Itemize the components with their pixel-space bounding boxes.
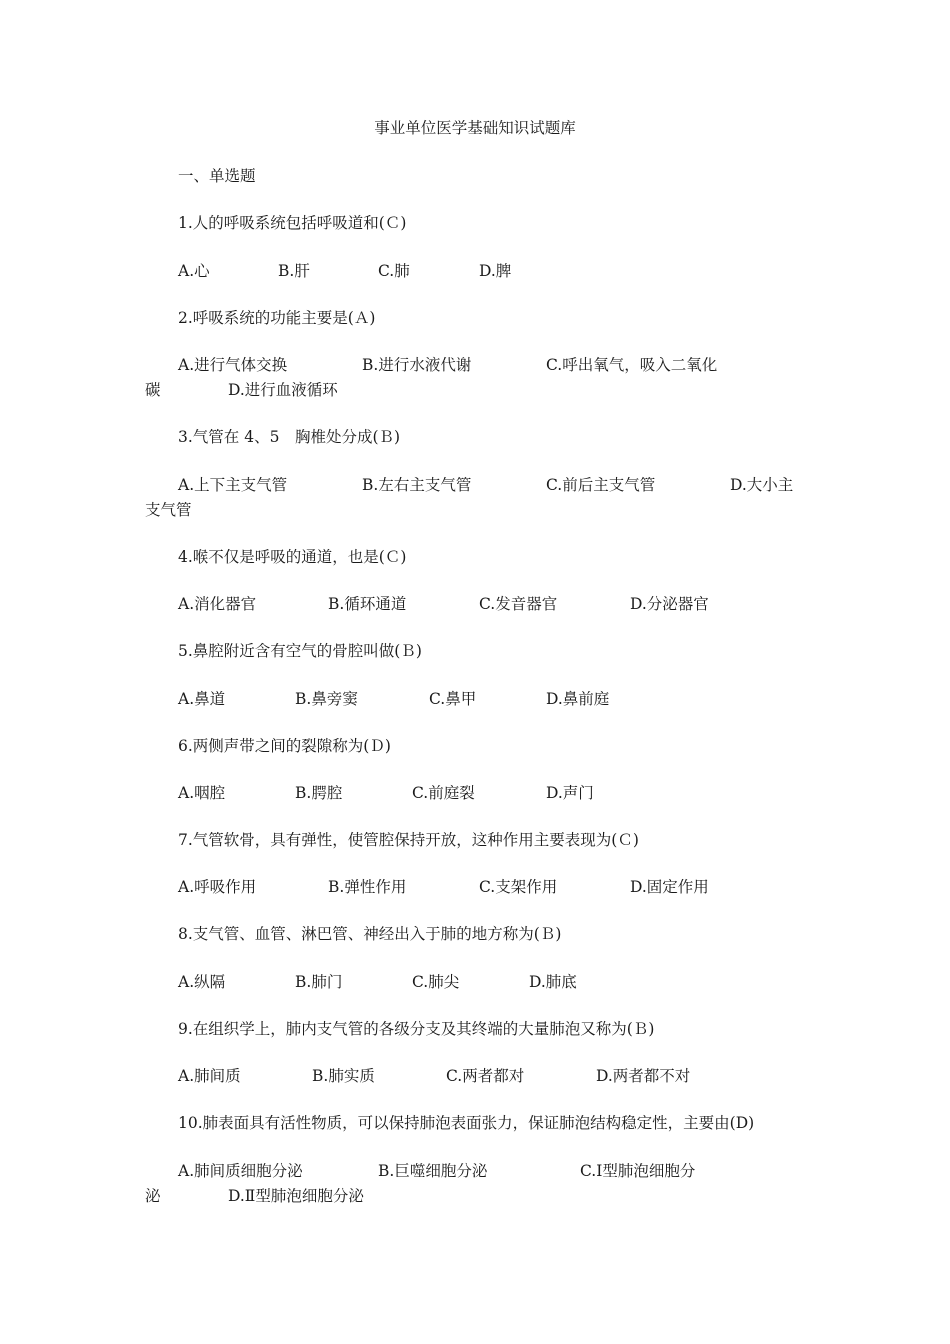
question-4: 4.喉不仅是呼吸的通道，也是(Ｃ) [178,548,407,566]
q9-option-b: B.肺实质 [312,1067,375,1085]
q8-option-a: A.纵隔 [178,973,226,991]
q1-option-b: B.肝 [278,262,310,280]
question-3: 3.气管在 4、5 胸椎处分成(Ｂ) [178,428,401,446]
q7-option-a: A.呼吸作用 [178,878,257,896]
q6-option-a: A.咽腔 [178,784,226,802]
q3-option-d-wrap: 支气管 [145,501,192,519]
q9-option-c: C.两者都对 [446,1067,525,1085]
q3-option-c: C.前后主支气管 [546,476,656,494]
question-6: 6.两侧声带之间的裂隙称为(Ｄ) [178,737,391,755]
question-9: 9.在组织学上，肺内支气管的各级分支及其终端的大量肺泡又称为(Ｂ) [178,1020,655,1038]
q10-option-d: D.Ⅱ型肺泡细胞分泌 [228,1187,364,1205]
q2-option-d: D.进行血液循环 [228,381,338,399]
q2-option-b: B.进行水液代谢 [362,356,472,374]
q8-option-b: B.肺门 [295,973,343,991]
document-title: 事业单位医学基础知识试题库 [374,119,576,137]
question-10: 10.肺表面具有活性物质，可以保持肺泡表面张力，保证肺泡结构稳定性，主要由(D) [178,1114,755,1132]
question-5: 5.鼻腔附近含有空气的骨腔叫做(Ｂ) [178,642,422,660]
q4-option-b: B.循环通道 [328,595,407,613]
q1-option-d: D.脾 [479,262,512,280]
q5-option-a: A.鼻道 [178,690,226,708]
q6-option-b: B.腭腔 [295,784,343,802]
q2-option-a: A.进行气体交换 [178,356,288,374]
q10-option-b: B.巨噬细胞分泌 [378,1162,488,1180]
q8-option-d: D.肺底 [529,973,577,991]
q5-option-c: C.鼻甲 [429,690,477,708]
q10-option-c: C.Ⅰ型肺泡细胞分 [580,1162,696,1180]
q9-option-d: D.两者都不对 [596,1067,691,1085]
question-2: 2.呼吸系统的功能主要是(Ａ) [178,309,376,327]
q5-option-b: B.鼻旁窦 [295,690,358,708]
q3-option-d: D.大小主 [730,476,794,494]
question-8: 8.支气管、血管、淋巴管、神经出入于肺的地方称为(Ｂ) [178,925,562,943]
q4-option-c: C.发音器官 [479,595,558,613]
q10-option-a: A.肺间质细胞分泌 [178,1162,303,1180]
q2-option-c-wrap: 碳 [145,381,161,399]
question-1: 1.人的呼吸系统包括呼吸道和(Ｃ) [178,214,407,232]
q7-option-c: C.支架作用 [479,878,558,896]
q1-option-c: C.肺 [378,262,410,280]
question-7: 7.气管软骨，具有弹性，使管腔保持开放，这种作用主要表现为(Ｃ) [178,831,639,849]
q9-option-a: A.肺间质 [178,1067,241,1085]
q2-option-c: C.呼出氧气，吸入二氧化 [546,356,718,374]
q6-option-c: C.前庭裂 [412,784,475,802]
q10-option-c-wrap: 泌 [145,1187,161,1205]
q8-option-c: C.肺尖 [412,973,460,991]
q5-option-d: D.鼻前庭 [546,690,610,708]
q4-option-d: D.分泌器官 [630,595,709,613]
q1-option-a: A.心 [178,262,210,280]
section-heading: 一、单选题 [178,167,256,185]
q7-option-b: B.弹性作用 [328,878,407,896]
q6-option-d: D.声门 [546,784,594,802]
q3-option-b: B.左右主支气管 [362,476,472,494]
q4-option-a: A.消化器官 [178,595,257,613]
q7-option-d: D.固定作用 [630,878,709,896]
q3-option-a: A.上下主支气管 [178,476,288,494]
